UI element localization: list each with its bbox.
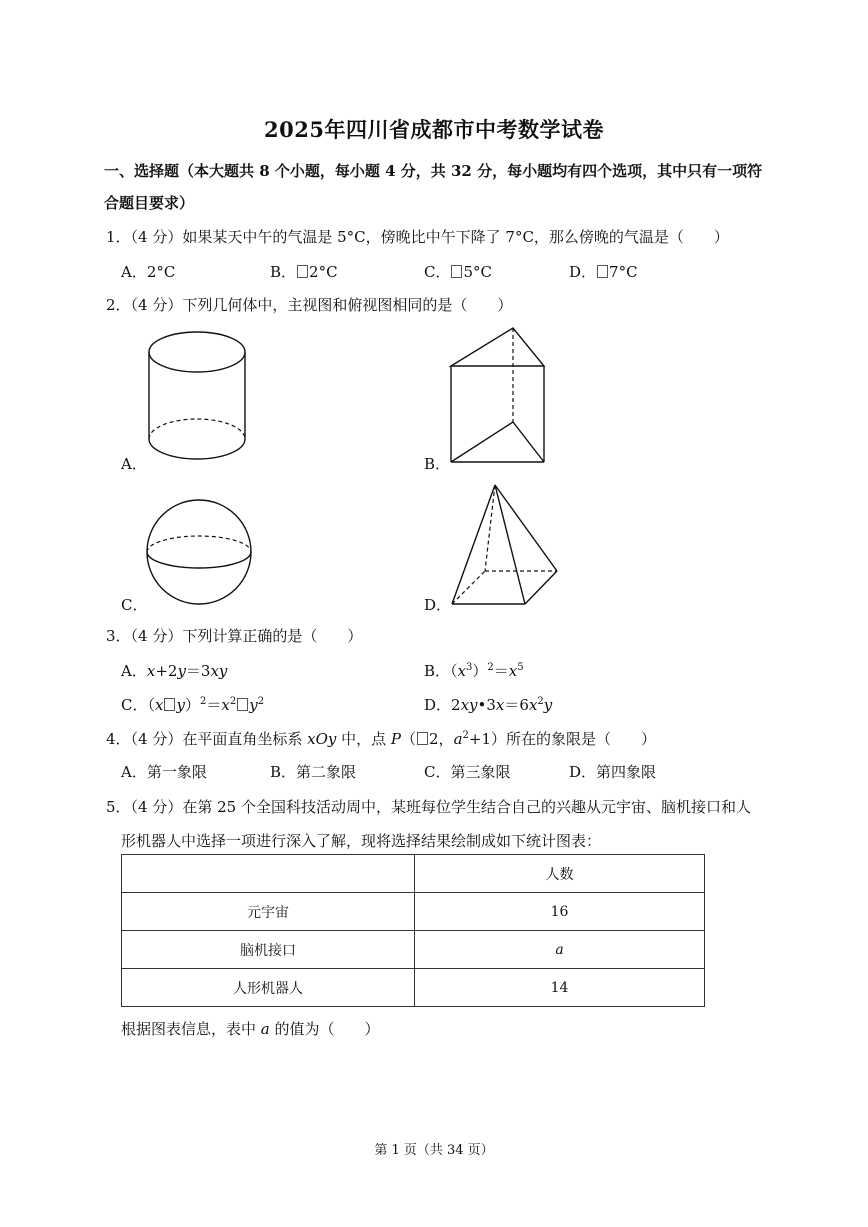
table-row bbox=[122, 969, 705, 1007]
q4-option-d: D．第四象限 bbox=[569, 763, 657, 781]
missing-glyph-box bbox=[237, 698, 248, 711]
missing-glyph-box bbox=[164, 698, 175, 711]
table-header-cell bbox=[122, 855, 415, 893]
q3-option-b: B．$(x^3)^2=x^5$ bbox=[424, 662, 524, 680]
q1-option-d: D． 7°C bbox=[569, 263, 638, 281]
q2-option-b-label: B． bbox=[424, 455, 451, 473]
q4-option-a: A．第一象限 bbox=[121, 763, 207, 781]
q3-option-d: D．$2xy•3x=6x^2y$ bbox=[424, 696, 553, 714]
table-cell-count: 14 bbox=[415, 969, 705, 1007]
q3-stem: 3．（4 分）下列计算正确的是（ ） bbox=[106, 627, 363, 645]
section-heading-line2: 合题目要求） bbox=[104, 194, 195, 212]
page-title: 2025年四川省成都市中考数学试卷 bbox=[264, 117, 604, 142]
missing-glyph-box bbox=[597, 265, 608, 278]
table-cell-variable: a bbox=[555, 941, 564, 958]
missing-glyph-box bbox=[451, 265, 462, 278]
table-cell-count bbox=[415, 931, 705, 969]
missing-glyph-box bbox=[297, 265, 308, 278]
q4-stem: 4．（4 分）在平面直角坐标系 xOy 中，点 P（ 2，$a^2+1$）所在的象限是（ ） bbox=[106, 730, 657, 748]
q2-option-c-label: C． bbox=[121, 596, 148, 614]
q3-option-a: A．x+2y＝3xy bbox=[121, 662, 228, 680]
table-header-cell: 人数 bbox=[415, 855, 705, 893]
table-row bbox=[122, 931, 705, 969]
q5-stem-line1: 5．（4 分）在第 25 个全国科技活动周中，某班每位学生结合自己的兴趣从元宇宙、脑机接口和人 bbox=[106, 798, 751, 816]
table-row bbox=[122, 893, 705, 931]
sphere-figure bbox=[140, 493, 260, 613]
q1-stem: 1．（4 分）如果某天中午的气温是 5°C，傍晚比中午下降了 7°C，那么傍晚的气温是（ ） bbox=[106, 228, 729, 246]
pyramid-figure bbox=[440, 480, 565, 610]
q1-option-c: C． 5°C bbox=[424, 263, 493, 281]
missing-glyph-box bbox=[417, 732, 428, 745]
q2-option-d-label: D． bbox=[424, 596, 452, 614]
q4-option-b: B．第二象限 bbox=[270, 763, 357, 781]
table-cell-count: 16 bbox=[415, 893, 705, 931]
table-cell-category: 人形机器人 bbox=[122, 969, 415, 1007]
table-cell-category: 脑机接口 bbox=[122, 931, 415, 969]
q1-option-b: B． 2°C bbox=[270, 263, 338, 281]
q5-stem-line2: 形机器人中选择一项进行深入了解，现将选择结果绘制成如下统计图表： bbox=[121, 832, 602, 850]
table-header-row bbox=[122, 855, 705, 893]
page-footer: 第 1 页（共 34 页） bbox=[374, 1143, 494, 1158]
cylinder-figure bbox=[140, 325, 255, 470]
triangular-prism-figure bbox=[440, 322, 555, 470]
q2-stem: 2．（4 分）下列几何体中，主视图和俯视图相同的是（ ） bbox=[106, 296, 513, 314]
section-heading-line1: 一、选择题（本大题共 8 个小题，每小题 4 分，共 32 分，每小题均有四个选项，其中只有一项符 bbox=[104, 162, 763, 180]
statistics-table bbox=[121, 854, 705, 1007]
q3-option-c: C．（x $y)^2=x^2$ $y^2$ bbox=[121, 696, 265, 714]
table-cell-category: 元宇宙 bbox=[122, 893, 415, 931]
q1-option-a: A．2°C bbox=[121, 263, 176, 281]
q4-option-c: C．第三象限 bbox=[424, 763, 511, 781]
q5-question: 根据图表信息，表中 a 的值为（ ） bbox=[121, 1020, 380, 1038]
q2-option-a-label: A． bbox=[121, 455, 147, 473]
